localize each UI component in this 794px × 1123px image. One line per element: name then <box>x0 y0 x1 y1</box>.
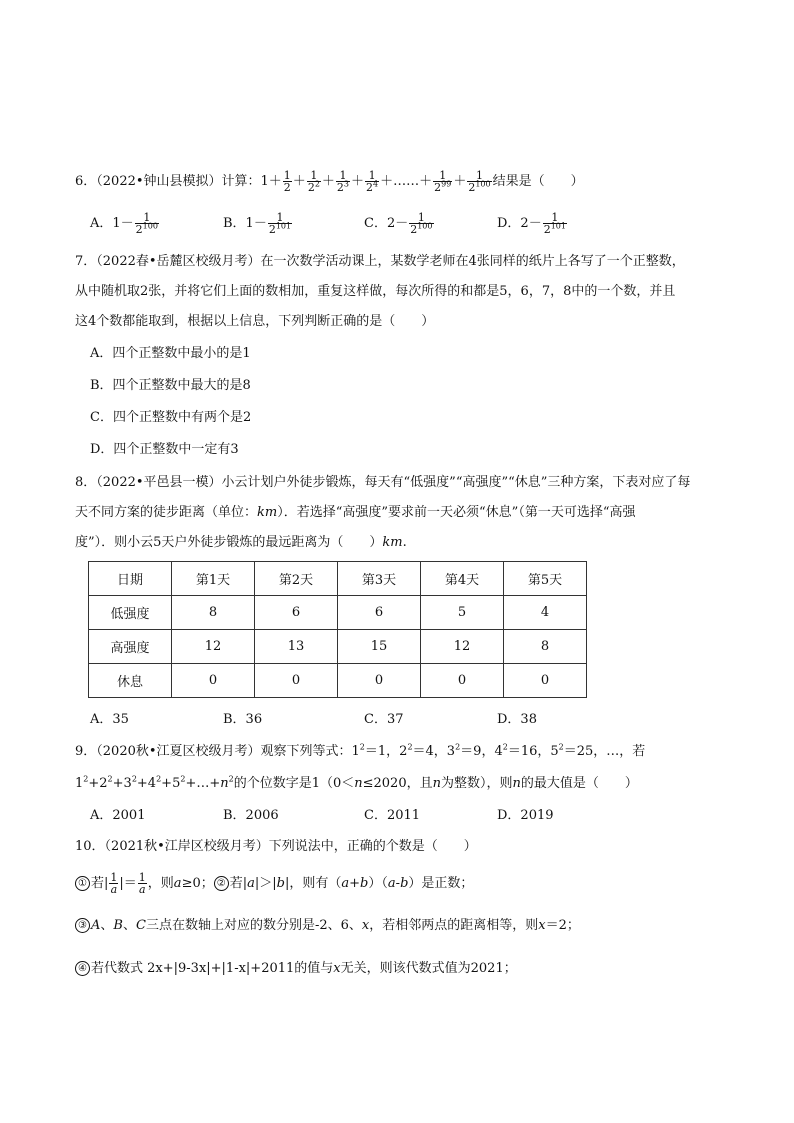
den-base: 2 <box>434 181 442 194</box>
q8-line-2 <box>75 504 635 522</box>
exp: 2 <box>407 742 413 752</box>
table-cell: 6 <box>338 596 421 630</box>
q7-option-d[interactable]: D．四个正整数中一定有3 <box>90 442 239 457</box>
frac-den <box>307 179 321 194</box>
table-cell: 6 <box>255 596 338 630</box>
q9-line-2 <box>75 775 638 793</box>
q9-part: ＝25，…，若 <box>563 744 646 759</box>
frac-num: 1 <box>336 170 350 182</box>
table-cell: 15 <box>338 630 421 664</box>
q10-part: |＝ <box>119 876 137 891</box>
den-exp: 4 <box>373 179 379 189</box>
q6-option-c[interactable] <box>364 212 435 235</box>
option-frac <box>543 212 567 235</box>
q8-line3-end: . <box>402 535 407 550</box>
q9-part: ＝1，2 <box>364 744 408 759</box>
table-cell: 4 <box>504 596 587 630</box>
exp: 2 <box>455 742 461 752</box>
q10-part: 三点在数轴上对应的数分别是-2、6、 <box>145 918 362 933</box>
q10-part: ，则 <box>147 876 174 891</box>
table-cell: 0 <box>338 664 421 698</box>
den-base: 2 <box>307 181 315 194</box>
q10-part: ）（ <box>368 876 388 891</box>
var-a: a <box>247 876 255 891</box>
frac-num: 1 <box>268 212 292 224</box>
table-cell: 0 <box>504 664 587 698</box>
q6-option-b[interactable] <box>223 212 293 235</box>
option-frac <box>268 212 292 235</box>
q6-frac-6 <box>467 170 491 193</box>
var-x: x <box>538 918 546 933</box>
q8-unit: km <box>382 535 403 550</box>
den-exp: 100 <box>475 179 491 189</box>
q9-part: 的最大值是（ ） <box>520 776 638 791</box>
var-x: x <box>361 918 370 933</box>
q10-part: 、 <box>100 918 114 933</box>
circled-number: ① <box>75 876 90 891</box>
q6-frac-2 <box>307 170 321 193</box>
table-cell: 0 <box>255 664 338 698</box>
q10-part: ＝2； <box>545 918 580 933</box>
table-cell: 休息 <box>89 664 172 698</box>
option-label: C．2－ <box>364 216 409 231</box>
q8-line2-part: ）．若选择“高强度”要求前一天必须“休息”（第一天可选择“高强 <box>277 505 636 520</box>
table-header-cell: 第4天 <box>421 562 504 596</box>
q8-unit: km <box>257 505 278 520</box>
q10-part: - <box>395 876 401 891</box>
table-cell: 12 <box>421 630 504 664</box>
frac-den <box>135 221 159 236</box>
q9-part: ＝4，3 <box>412 744 456 759</box>
q6-frac-3 <box>336 170 350 193</box>
point-b: B <box>113 918 123 933</box>
q10-part: 若| <box>229 876 248 891</box>
frac-num: 1 <box>135 212 159 224</box>
q10-part: ≥0； <box>181 876 214 891</box>
q9-part: ＝16，5 <box>507 744 559 759</box>
q10-part: ，若相邻两点的距离相等，则 <box>369 918 539 933</box>
var-a: a <box>173 876 182 891</box>
frac-den <box>336 179 350 194</box>
q8-line-3 <box>75 534 407 552</box>
den-base: 2 <box>543 223 551 236</box>
q8-option-c[interactable]: C．37 <box>364 712 404 727</box>
exp: 2 <box>180 774 186 784</box>
q9-part: 9．（2020秋•江夏区校级月考）观察下列等式：1 <box>75 744 360 759</box>
q10-part: 无关，则该代数式值为2021； <box>340 961 517 976</box>
q10-part: ）是正数； <box>408 876 474 891</box>
table-cell: 高强度 <box>89 630 172 664</box>
table-header-row <box>89 562 587 596</box>
q9-part: 1 <box>75 776 84 791</box>
var-a: a <box>387 876 396 891</box>
option-frac <box>409 212 433 235</box>
frac-num: 1 <box>110 871 118 884</box>
var-b: b <box>360 876 369 891</box>
option-label: D．2－ <box>497 216 542 231</box>
q10-statement-1 <box>75 872 473 895</box>
q7-line-2: 从中随机取2张，并将它们上面的数相加，重复这样做，每次所得的和都是5，6，7，8中的一个数，并且 <box>75 284 676 299</box>
table-cell: 低强度 <box>89 596 172 630</box>
table-header-cell: 第5天 <box>504 562 587 596</box>
exp: 2 <box>131 774 137 784</box>
table-row <box>89 596 587 630</box>
q6-stem: 6．（2022•钟山县模拟）计算：1＋ $\frac{1}{2}$ ＋ $\frac{1}{2^2}$ ＋ $\frac{1}{2^3}$ ＋ $\frac{1}{2^4}$ ＋……＋ $\frac{1}{2^{99}}$ ＋ $\frac{1}{2^{100}}$ 结果是（ ） <box>75 169 584 194</box>
table-header-cell: 日期 <box>89 562 172 596</box>
q9-part: ≤2020，且 <box>362 776 433 791</box>
den-exp: 3 <box>343 179 350 189</box>
q10-frac <box>138 872 147 895</box>
q10-part: 若代数式 2x+|9-3x|+|1-x|+2011的值与 <box>91 961 334 976</box>
exp: 2 <box>83 774 89 784</box>
den-base: 2 <box>468 181 476 194</box>
q9-part: +4 <box>136 776 157 791</box>
frac-num: 1 <box>283 169 291 182</box>
frac-num: 1 <box>467 170 491 182</box>
den-exp: 100 <box>417 221 433 231</box>
var-x: x <box>333 961 341 976</box>
q9-part: 为整数），则 <box>440 776 513 791</box>
point-c: C <box>135 918 146 933</box>
q6-frac-1 <box>283 170 292 193</box>
table-row <box>89 630 587 664</box>
q9-part: ＝9，4 <box>460 744 503 759</box>
option-frac <box>135 212 159 235</box>
frac-den <box>268 221 292 236</box>
frac-den: a <box>139 883 146 896</box>
q10-statement-3 <box>75 917 580 935</box>
option-label: B．1－ <box>223 216 267 231</box>
var-n: n <box>432 776 441 791</box>
den-base: 2 <box>410 223 418 236</box>
table-cell: 8 <box>504 630 587 664</box>
q10-part: |＞| <box>254 876 277 891</box>
frac-den: 2 <box>283 181 291 194</box>
q6-dots: ＋……＋ <box>380 174 433 189</box>
exp: 2 <box>156 774 162 784</box>
frac-num: 1 <box>365 170 379 182</box>
table-cell: 8 <box>172 596 255 630</box>
frac-num: 1 <box>409 212 433 224</box>
frac-num: 1 <box>543 212 567 224</box>
frac-num: 1 <box>138 871 146 884</box>
q8-table <box>88 561 587 698</box>
table-header-cell: 第3天 <box>338 562 421 596</box>
q6-prefix: 6．（2022•钟山县模拟）计算：1＋ <box>75 174 282 189</box>
frac-den <box>543 221 567 236</box>
q10-part: 、 <box>122 918 136 933</box>
table-row <box>89 664 587 698</box>
q9-part: +5 <box>161 776 181 791</box>
frac-den: a <box>110 883 118 896</box>
q7-option-b[interactable]: B．四个正整数中最大的是8 <box>90 378 251 393</box>
q8-line-1: 8．（2022•平邑县一模）小云计划户外徒步锻炼，每天有“低强度”“高强度”“休息”三种方案，下表对应了每 <box>75 475 691 490</box>
circled-number: ③ <box>75 918 90 933</box>
q6-frac-4 <box>365 170 379 193</box>
point-a: A <box>91 918 101 933</box>
q8-option-b[interactable]: B．36 <box>223 712 263 727</box>
q9-part: +2 <box>88 776 108 791</box>
exp: 2 <box>502 742 508 752</box>
q9-option-b[interactable]: B．2006 <box>223 808 279 823</box>
q7-option-c[interactable]: C．四个正整数中有两个是2 <box>90 410 252 425</box>
var-n: n <box>512 776 521 791</box>
frac-num: 1 <box>433 170 452 182</box>
table-cell: 13 <box>255 630 338 664</box>
q9-part: +…+ <box>185 776 221 791</box>
q7-line-3: 这4个数都能取到，根据以上信息，下列判断正确的是（ ） <box>75 314 435 329</box>
frac-den <box>409 221 433 236</box>
q10-line-1: 10．（2021秋•江岸区校级月考）下列说法中，正确的个数是（ ） <box>75 839 477 854</box>
exp: 2 <box>558 742 564 752</box>
q8-line2-part: 天不同方案的徒步距离（单位： <box>75 505 258 520</box>
den-exp: 100 <box>142 221 158 231</box>
q6-frac-5 <box>433 170 452 193</box>
den-base: 2 <box>366 181 374 194</box>
frac-den <box>365 179 379 194</box>
q10-part: 若| <box>91 876 109 891</box>
den-exp: 2 <box>314 179 320 189</box>
q9-part: +3 <box>112 776 132 791</box>
table-header-cell: 第2天 <box>255 562 338 596</box>
q6-option-d[interactable] <box>497 212 568 235</box>
table-cell: 0 <box>421 664 504 698</box>
var-b: b <box>276 876 285 891</box>
var-b: b <box>400 876 409 891</box>
q7-line-1: 7．（2022春•岳麓区校级月考）在一次数学活动课上，某数学老师在4张同样的纸片上各写了一个正整数， <box>75 254 685 269</box>
den-base: 2 <box>135 223 143 236</box>
den-base: 2 <box>336 181 344 194</box>
table-cell: 5 <box>421 596 504 630</box>
q9-option-a[interactable]: A．2001 <box>90 808 146 823</box>
q8-option-a[interactable]: A．35 <box>90 712 129 727</box>
var-a: a <box>341 876 350 891</box>
frac-den <box>433 179 452 194</box>
var-n: n <box>354 776 363 791</box>
frac-den <box>467 179 491 194</box>
exp: 2 <box>107 774 113 784</box>
circled-number: ④ <box>75 961 90 976</box>
q8-option-d[interactable]: D．38 <box>497 712 537 727</box>
table-cell: 0 <box>172 664 255 698</box>
q7-option-a[interactable]: A．四个正整数中最小的是1 <box>90 346 251 361</box>
den-exp: 99 <box>441 179 452 189</box>
exp: 2 <box>228 774 234 784</box>
option-label: A．1－ <box>90 216 134 231</box>
q6-option-a[interactable] <box>90 212 160 235</box>
q8-line3-part: 度”）．则小云5天户外徒步锻炼的最远距离为（ ） <box>75 535 383 550</box>
table-cell: 12 <box>172 630 255 664</box>
exp: 2 <box>359 742 365 752</box>
q9-line-1 <box>75 743 645 761</box>
q10-frac <box>109 872 118 895</box>
var-n: n <box>220 776 229 791</box>
circled-number: ② <box>214 876 229 891</box>
frac-num: 1 <box>307 170 321 182</box>
q10-part: + <box>349 876 361 891</box>
table-header-cell: 第1天 <box>172 562 255 596</box>
den-base: 2 <box>268 223 276 236</box>
q9-part: 的个位数字是1（0＜ <box>233 776 355 791</box>
q10-part: |，则有（ <box>284 876 342 891</box>
q9-option-c[interactable]: C．2011 <box>364 808 421 823</box>
den-exp: 101 <box>550 221 566 231</box>
q10-statement-4 <box>75 960 517 978</box>
q6-suffix: 结果是（ ） <box>492 174 584 189</box>
den-exp: 101 <box>275 221 292 231</box>
q9-option-d[interactable]: D．2019 <box>497 808 554 823</box>
